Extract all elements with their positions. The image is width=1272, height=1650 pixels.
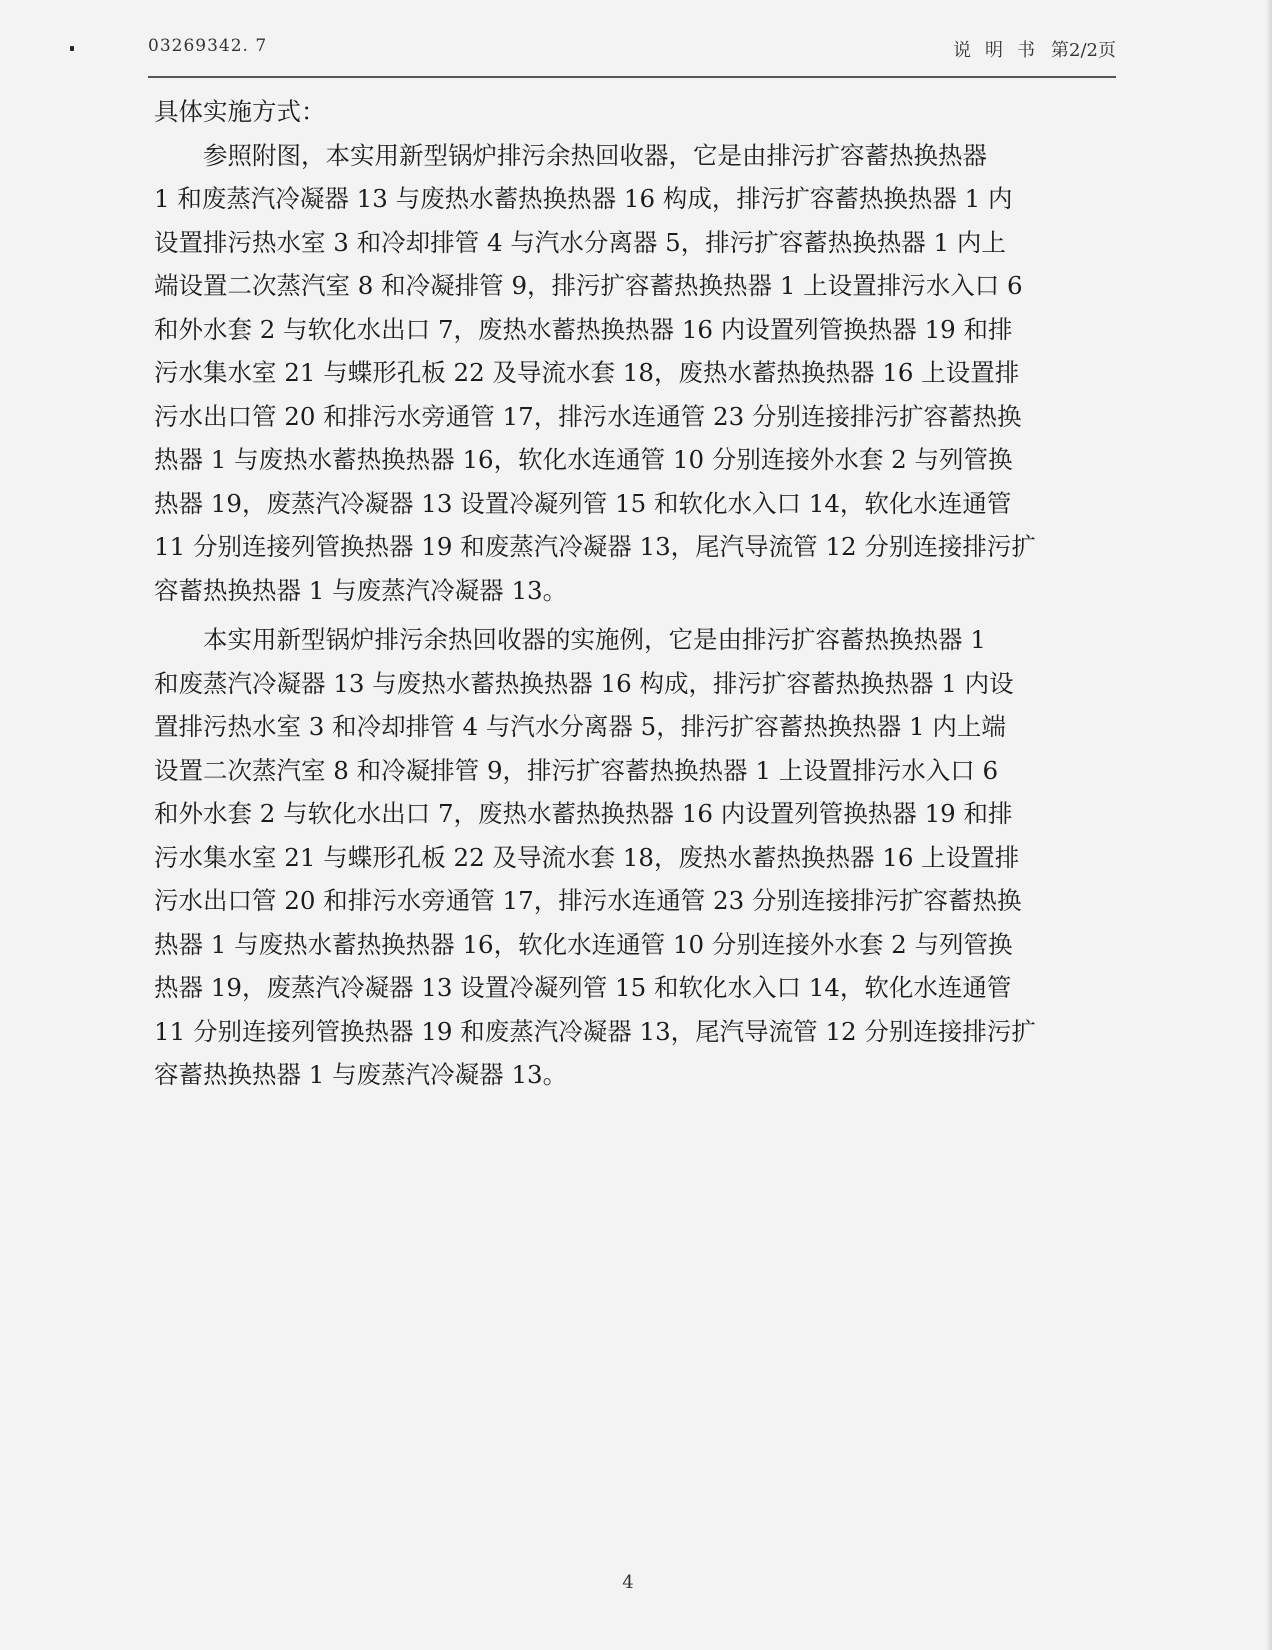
paragraph-1: 参照附图，本实用新型锅炉排污余热回收器，它是由排污扩容蓄热换热器 1 和废蒸汽冷凝器 13 与废热水蓄热换热器 16 构成，排污扩容蓄热换热器 1 内 设置排污热水室 3 和冷却排管 4 与汽水分离器 5，排污扩容蓄热换热器 1 内上 端设置二次蒸汽室 8 和冷凝排管 9，排污扩容蓄热换热器 1 上设置排污水入口 6 和外水套 2 与软化水出口 7，废热水蓄热换热器 16 内设置列管换热器 19 和排 污水集水室 21 与蝶形孔板 22 及导流水套 18，废热水蓄热换热器 16 上设置排 污水出口管 20 和排污水旁通管 17，排污水连通管 23 分别连接排污扩容蓄热换 热器 1 与废热水蓄热换热器 16，软化水连通管 10 分别连接外水套 2 与列管换 热器 19，废蒸汽冷凝器 13 设置冷凝列管 15 和软化水入口 14，软化水连通管 11 分别连接列管换热器 19 和废蒸汽冷凝器 13，尾汽导流管 12 分别连接排污扩 容蓄热换热器 1 与废蒸汽冷凝器 13。 xyxy=(154,140,1036,605)
document-body xyxy=(154,90,1114,1097)
document-type: 说明书 xyxy=(953,40,1050,61)
scan-speck xyxy=(70,46,74,51)
application-number: 03269342. 7 xyxy=(148,36,268,56)
page-header-right xyxy=(953,36,1116,62)
section-heading: 具体实施方式： xyxy=(154,97,326,126)
scan-edge-shadow xyxy=(1266,0,1272,1650)
page-label: 第2/2页 xyxy=(1051,40,1116,61)
page-number: 4 xyxy=(622,1572,634,1593)
paragraph-2: 本实用新型锅炉排污余热回收器的实施例，它是由排污扩容蓄热换热器 1 和废蒸汽冷凝器 13 与废热水蓄热换热器 16 构成，排污扩容蓄热换热器 1 内设 置排污热水室 3 和冷却排管 4 与汽水分离器 5，排污扩容蓄热换热器 1 内上端 设置二次蒸汽室 8 和冷凝排管 9，排污扩容蓄热换热器 1 上设置排污水入口 6 和外水套 2 与软化水出口 7，废热水蓄热换热器 16 内设置列管换热器 19 和排 污水集水室 21 与蝶形孔板 22 及导流水套 18，废热水蓄热换热器 16 上设置排 污水出口管 20 和排污水旁通管 17，排污水连通管 23 分别连接排污扩容蓄热换 热器 1 与废热水蓄热换热器 16，软化水连通管 10 分别连接外水套 2 与列管换 热器 19，废蒸汽冷凝器 13 设置冷凝列管 15 和软化水入口 14，软化水连通管 11 分别连接列管换热器 19 和废蒸汽冷凝器 13，尾汽导流管 12 分别连接排污扩 容蓄热换热器 1 与废蒸汽冷凝器 13。 xyxy=(154,625,1036,1089)
header-divider xyxy=(148,76,1116,78)
